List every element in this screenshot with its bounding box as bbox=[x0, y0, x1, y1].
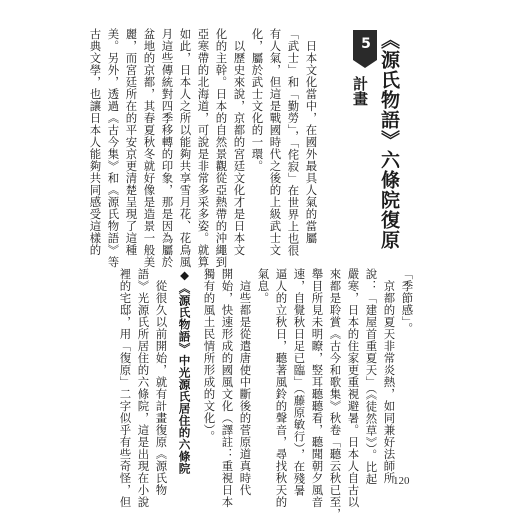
text-column: 以歷史來說，京都的宮廷文化才是日本文 bbox=[232, 40, 247, 256]
text-column: 月這些傳統對四季移轉的印象，那是因為屬於 bbox=[160, 28, 175, 268]
text-column: 亞寒帶的北海道，可說是非常多采多姿。就算 bbox=[196, 28, 211, 268]
text-column: 這些都是從遣唐使中斷後的菅原道真時代 bbox=[238, 280, 253, 496]
text-column: 逼人的立秋日，聽著風鈴的聲音，尋找秋天的 bbox=[274, 268, 289, 508]
section-title: 《源氏物語》六條院復原 bbox=[378, 30, 400, 250]
text-column: 裡的宅邸，用「復原」二字似乎有些奇怪，但 bbox=[118, 268, 133, 508]
page-number: 120 bbox=[393, 475, 410, 487]
text-column: 日本文化當中，在國外最具人氣的當屬 bbox=[304, 40, 319, 244]
text-column: 古典文學，也讓日本人能夠共同感受這樣的 bbox=[88, 28, 103, 256]
plan-label: 計畫 bbox=[351, 76, 369, 106]
text-column: 來都是聆賞《古今和歌集》秋卷「聽云秋已至， bbox=[328, 268, 343, 520]
text-column: 速，自覺秋日足已臨」（藤原敏行），在殘暑 bbox=[292, 268, 307, 497]
text-column: 獨有的風土民情所形成的文化）。 bbox=[202, 268, 217, 443]
text-column: 京都的夏天非常炎熱，如同兼好法師所 bbox=[382, 280, 397, 484]
text-column: 從很久以前開始，就有計畫復原《源氏物 bbox=[154, 280, 169, 496]
text-column: 氣息。 bbox=[256, 268, 271, 304]
text-column: 「季節感」。 bbox=[400, 268, 415, 335]
sub-heading: ◆《源氏物語》中光源氏居住的六條院 bbox=[177, 268, 192, 475]
text-column: 化，屬於武士文化的一環。 bbox=[250, 28, 265, 172]
text-column: 說：「建屋首重夏天」（《徒然草》）。比起 bbox=[364, 268, 379, 486]
text-column: 化的主幹。日本的自然景觀從亞熱帶的沖繩到 bbox=[214, 28, 229, 268]
text-column: 麗，而宮廷所在的平安京更清楚呈現了這種 bbox=[124, 28, 139, 256]
section-number: 5 bbox=[361, 36, 371, 52]
text-column: 嚴寒，日本的住家更重視避暑。日本人自古以 bbox=[346, 268, 361, 508]
text-column: 語》光源氏所居住的六條院，這是出現在小說 bbox=[136, 268, 151, 508]
text-column: 開始，快速形成的國風文化（譯註：重視日本 bbox=[220, 268, 235, 508]
text-column: 如此，日本人之所以能夠共享雪月花、花鳥風 bbox=[178, 28, 193, 268]
text-column: 美。另外，透過《古今集》和《源氏物語》等 bbox=[106, 28, 121, 268]
text-column: 有人氣，但這是戰國時代之後的上級武士文 bbox=[268, 28, 283, 256]
text-column: 舉目所見未明瞭，竪耳聽聽看，聽聞朝夕風音 bbox=[310, 268, 325, 508]
text-column: 盆地的京都，其春夏秋冬就好像是造景一般美 bbox=[142, 28, 157, 268]
text-column: 「武士」和「勤勞」，「侘寂」在世界上也很 bbox=[286, 28, 301, 257]
